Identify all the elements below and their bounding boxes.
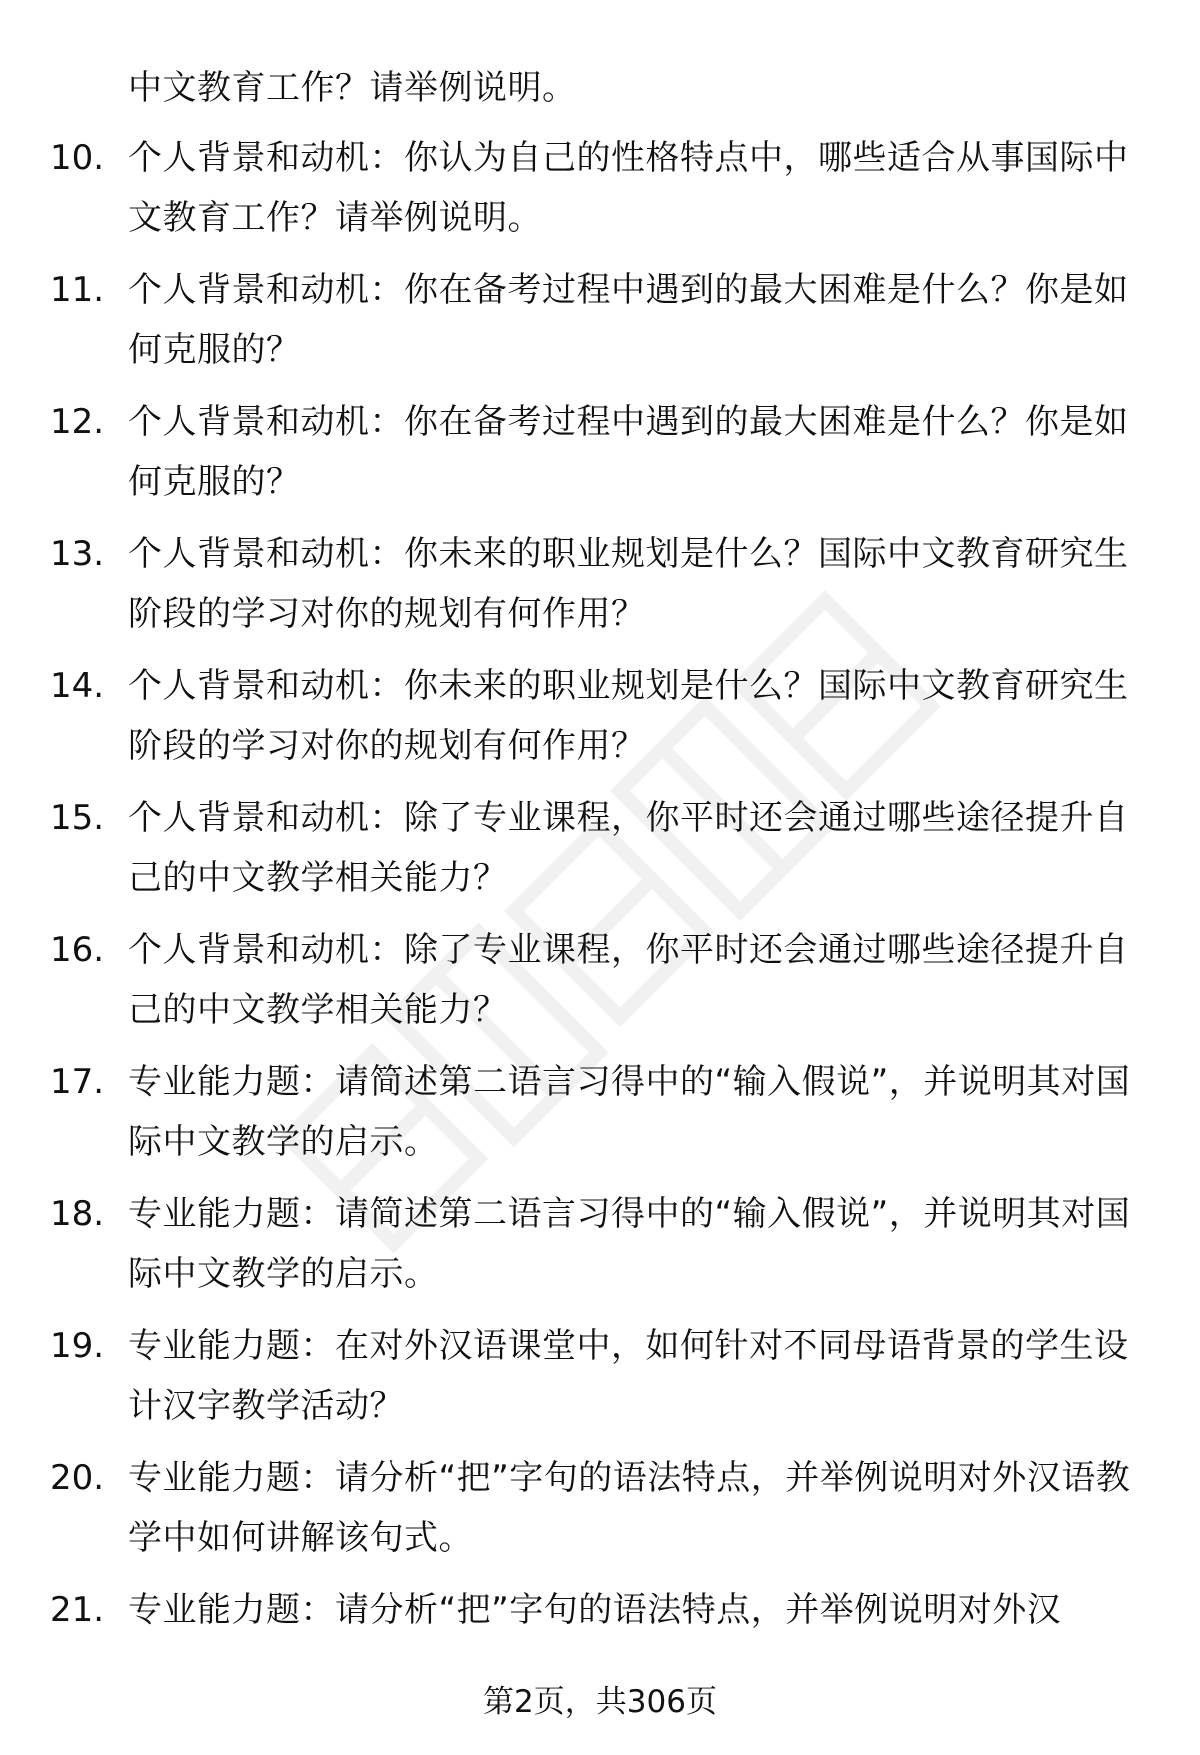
item-number: 18. <box>50 1194 105 1234</box>
item-number: 12. <box>50 402 105 442</box>
list-item <box>0 1316 1200 1448</box>
item-text: 中文教育工作？请举例说明。 <box>128 68 577 108</box>
item-number: 10. <box>50 138 105 178</box>
list-item <box>0 58 1200 128</box>
question-list <box>0 58 1200 1712</box>
list-item <box>0 128 1200 260</box>
item-text: 个人背景和动机：你在备考过程中遇到的最大困难是什么？你是如何克服的？ <box>128 402 1129 502</box>
list-item <box>0 1184 1200 1316</box>
list-item <box>0 260 1200 392</box>
item-text: 个人背景和动机：你未来的职业规划是什么？国际中文教育研究生阶段的学习对你的规划有何作用？ <box>128 534 1129 634</box>
list-item <box>0 656 1200 788</box>
list-item <box>0 392 1200 524</box>
item-number: 13. <box>50 534 105 574</box>
list-item <box>0 920 1200 1052</box>
item-text: 个人背景和动机：你未来的职业规划是什么？国际中文教育研究生阶段的学习对你的规划有何作用？ <box>128 666 1129 766</box>
item-text: 专业能力题：请分析“把”字句的语法特点，并举例说明对外汉语教学中如何讲解该句式。 <box>128 1458 1131 1558</box>
item-text: 个人背景和动机：除了专业课程，你平时还会通过哪些途径提升自己的中文教学相关能力？ <box>128 798 1129 898</box>
item-text: 专业能力题：请简述第二语言习得中的“输入假说”，并说明其对国际中文教学的启示。 <box>128 1194 1131 1294</box>
item-text: 个人背景和动机：你在备考过程中遇到的最大困难是什么？你是如何克服的？ <box>128 270 1129 370</box>
item-text: 个人背景和动机：除了专业课程，你平时还会通过哪些途径提升自己的中文教学相关能力？ <box>128 930 1129 1030</box>
item-number: 15. <box>50 798 105 838</box>
item-text: 专业能力题：请分析“把”字句的语法特点，并举例说明对外汉 <box>128 1590 1062 1630</box>
item-number: 20. <box>50 1458 105 1498</box>
list-item <box>0 1052 1200 1184</box>
item-number: 17. <box>50 1062 105 1102</box>
item-number: 11. <box>50 270 105 310</box>
item-number: 21. <box>50 1590 105 1630</box>
item-text: 专业能力题：请简述第二语言习得中的“输入假说”，并说明其对国际中文教学的启示。 <box>128 1062 1131 1162</box>
page-footer: 第2页，共306页 <box>483 1684 717 1720</box>
item-number: 19. <box>50 1326 105 1366</box>
list-item <box>0 788 1200 920</box>
item-number: 14. <box>50 666 105 706</box>
item-text: 个人背景和动机：你认为自己的性格特点中，哪些适合从事国际中文教育工作？请举例说明。 <box>128 138 1129 238</box>
item-number: 16. <box>50 930 105 970</box>
list-item <box>0 524 1200 656</box>
list-item <box>0 1448 1200 1580</box>
item-text: 专业能力题：在对外汉语课堂中，如何针对不同母语背景的学生设计汉字教学活动？ <box>128 1326 1129 1426</box>
